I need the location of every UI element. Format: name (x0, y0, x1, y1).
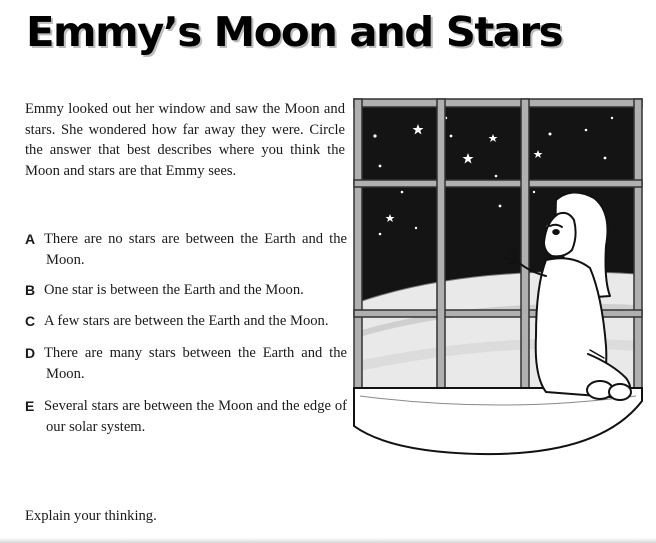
answer-option-a[interactable] (25, 229, 347, 270)
emmy-foot (609, 384, 631, 400)
star-icon (549, 133, 552, 136)
star-icon (604, 157, 607, 160)
answer-options (25, 229, 347, 437)
star-icon (495, 175, 498, 178)
option-letter: D (25, 345, 36, 361)
intro-paragraph: Emmy looked out her window and saw the Moon and stars. She wondered how far away they were. Circle the answer that best describes where you think the Moon and stars are that Emmy sees. (25, 101, 345, 179)
star-icon (373, 134, 376, 137)
option-text: One star is between the Earth and the Moon. (44, 282, 304, 298)
option-text: There are many stars between the Earth and the Moon. (44, 345, 347, 382)
star-icon (611, 117, 613, 119)
window-frame-top (354, 99, 642, 107)
window-mullion (521, 99, 529, 389)
window-frame-right (634, 99, 642, 389)
answer-option-b[interactable] (25, 280, 347, 301)
star-icon (533, 191, 535, 193)
option-text: A few stars are between the Earth and the Moon. (44, 312, 329, 329)
page-bottom-edge (0, 538, 656, 543)
answer-option-c[interactable] (25, 311, 347, 332)
emmy-eye (553, 230, 559, 234)
star-icon (450, 135, 453, 138)
answer-option-e[interactable] (25, 396, 347, 437)
star-icon (401, 191, 404, 194)
explain-prompt: Explain your thinking. (25, 508, 157, 524)
star-icon (379, 233, 382, 236)
option-letter: C (25, 312, 36, 329)
page-title: Emmy’s Moon and Stars (26, 8, 562, 56)
option-letter: A (25, 231, 36, 247)
window-frame-left (354, 99, 362, 389)
girl-at-window-night-sky-illustration (350, 96, 650, 466)
option-text: Several stars are between the Moon and the edge of our solar system. (44, 398, 347, 435)
option-text: There are no stars are between the Earth and the Moon. (44, 231, 347, 268)
option-letter: E (25, 398, 35, 414)
star-icon (585, 129, 588, 132)
option-letter: B (25, 282, 36, 298)
answer-option-d[interactable] (25, 343, 347, 384)
star-icon (415, 227, 417, 229)
star-icon (379, 165, 382, 168)
star-icon (499, 205, 502, 208)
window-mullion (437, 99, 445, 389)
window-rail (354, 180, 642, 187)
